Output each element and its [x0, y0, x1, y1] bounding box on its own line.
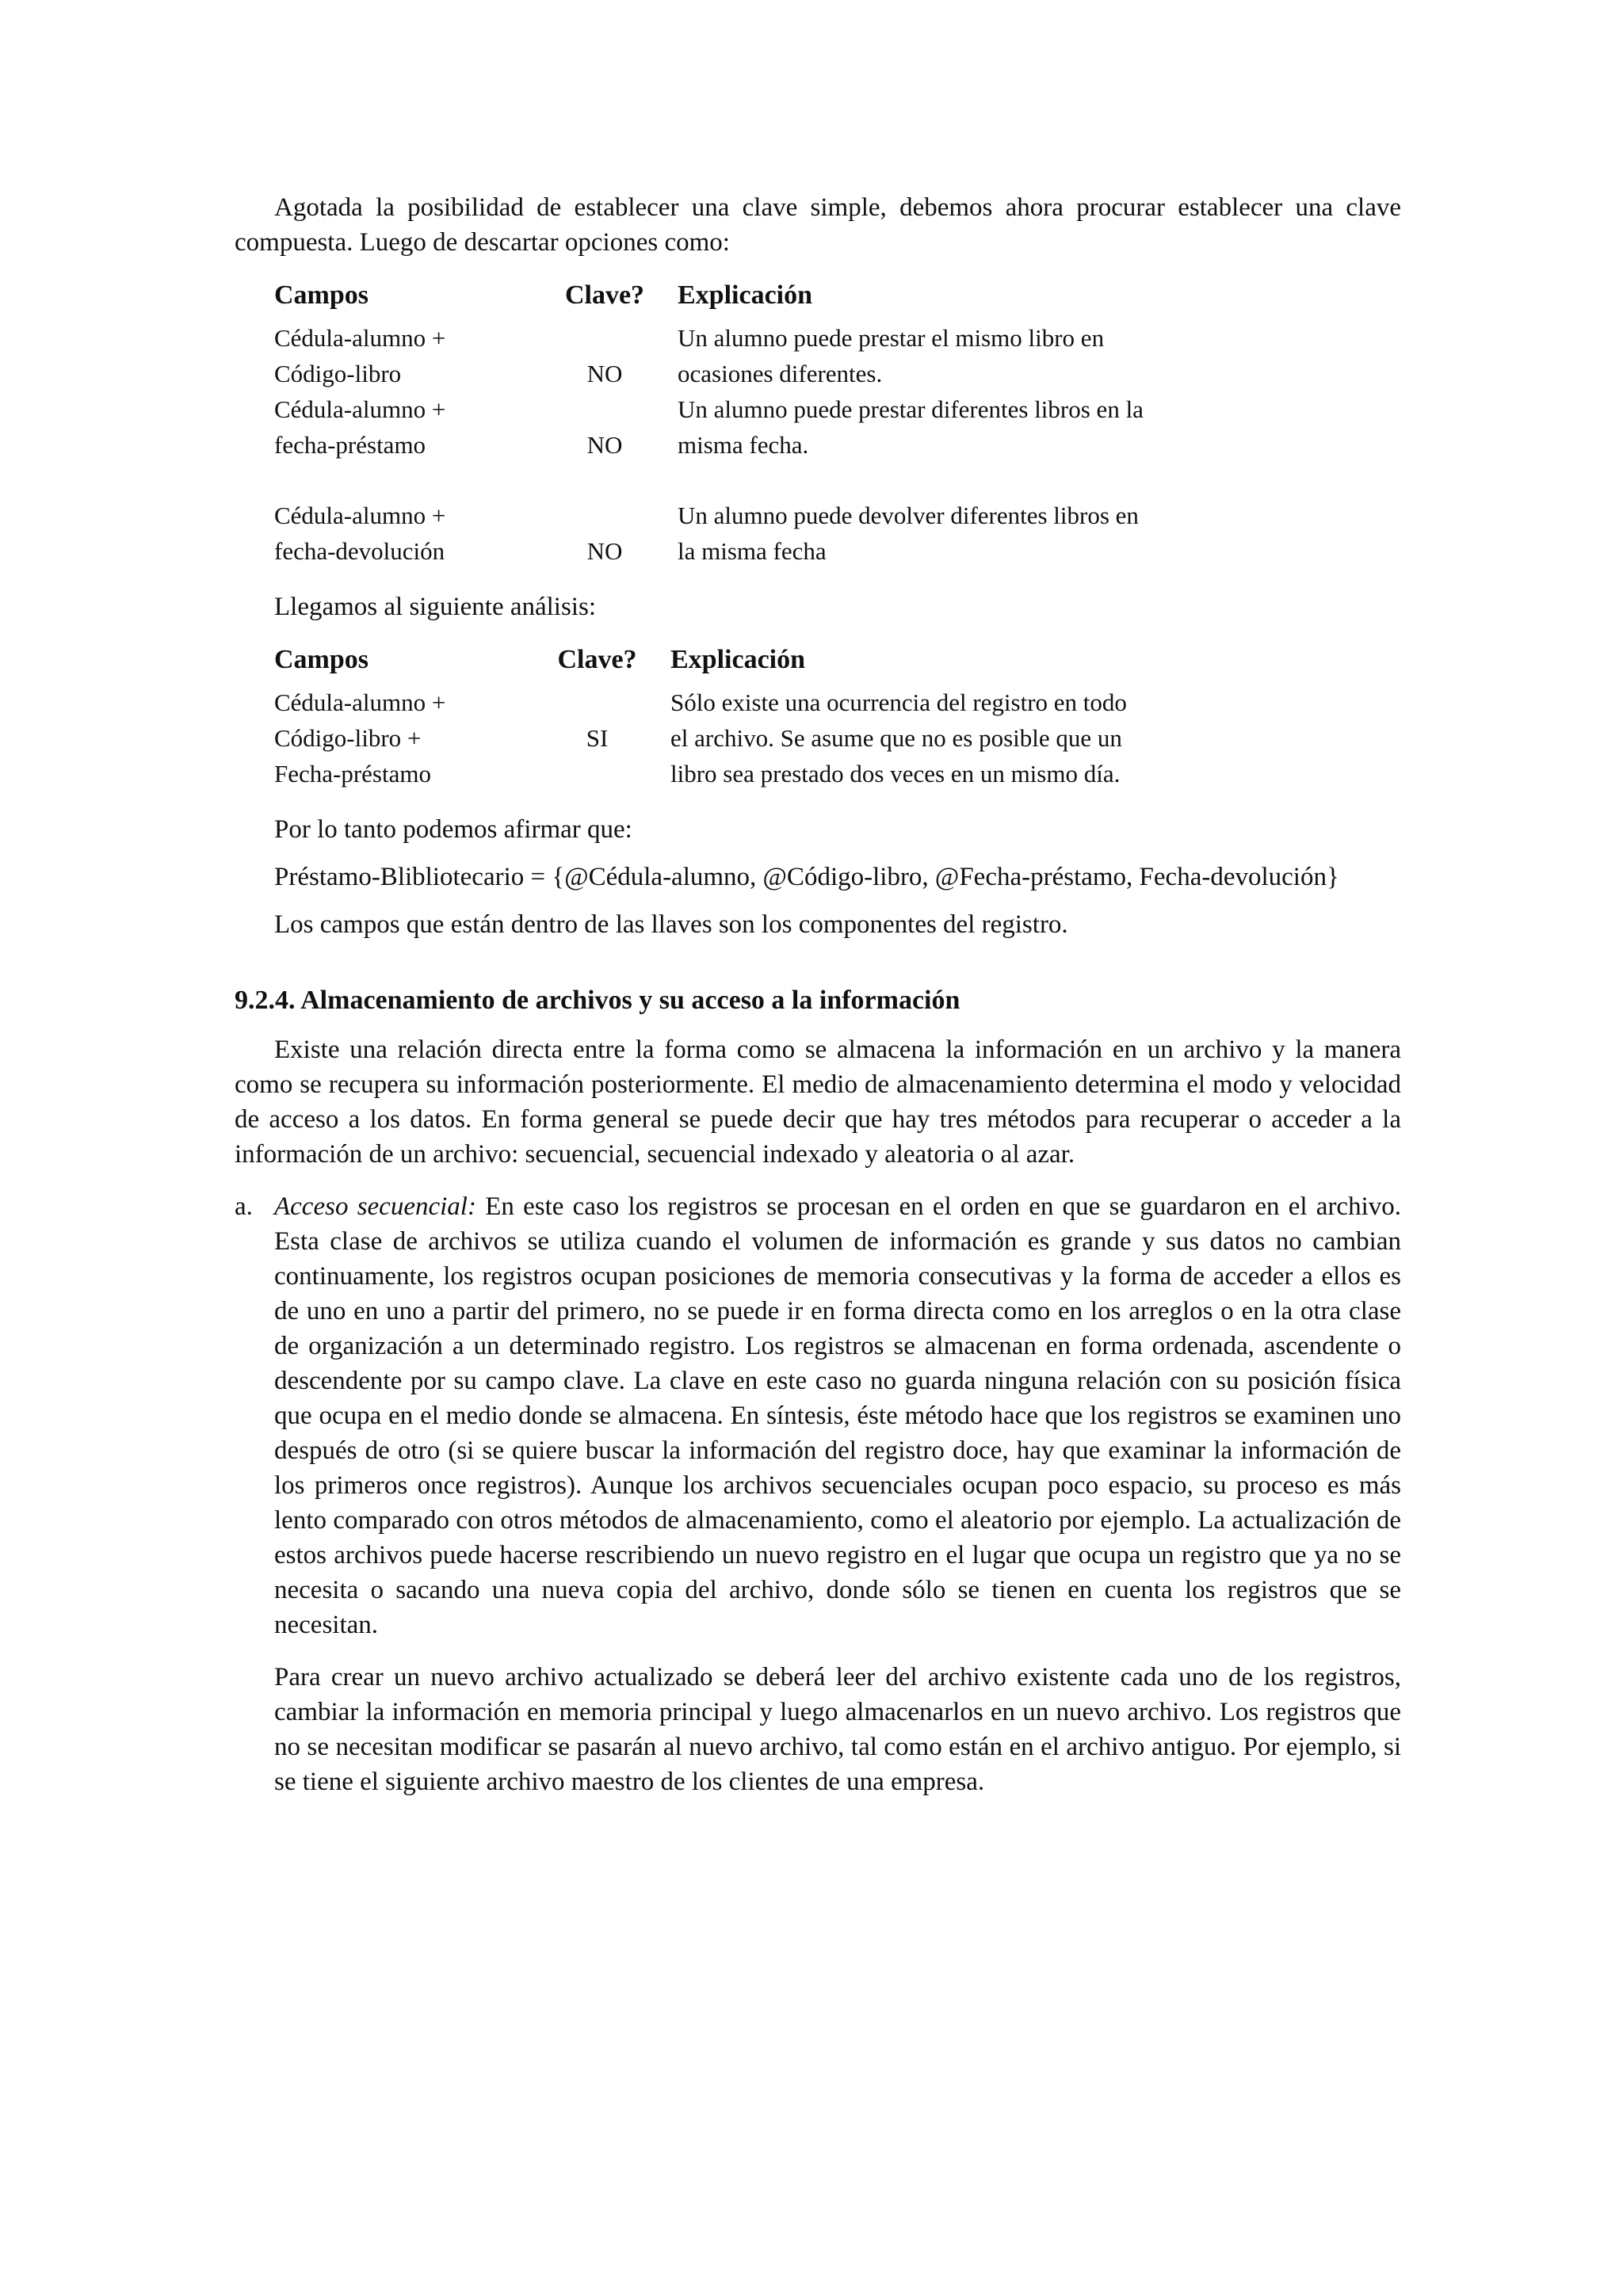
explicacion-cell — [678, 498, 1144, 569]
conclusion-intro: Por lo tanto podemos afirmar que: — [274, 815, 632, 844]
campos-line: Código-libro — [274, 360, 402, 387]
clave-cell: SI — [586, 724, 609, 752]
list-item — [235, 1189, 1401, 1642]
explicacion-cell — [678, 320, 1144, 391]
components-note: Los campos que están dentro de las llaves son los componentes del registro. — [274, 910, 1068, 939]
table-spacer — [274, 463, 1144, 498]
explicacion-line: Un alumno puede devolver diferentes libros en — [678, 502, 1139, 529]
document-page — [235, 190, 1401, 1799]
campos-cell — [274, 320, 532, 391]
clave-cell: NO — [586, 431, 623, 459]
clave-cell: NO — [586, 537, 623, 565]
table-row — [274, 320, 1144, 391]
table-header-row — [274, 276, 1144, 320]
campos-line: fecha-devolución — [274, 537, 445, 565]
campos-line: Código-libro + — [274, 724, 422, 752]
campos-line: Cédula-alumno + — [274, 688, 446, 716]
header-clave: Clave? — [564, 280, 645, 310]
explicacion-line: libro sea prestado dos veces en un mismo día. — [670, 760, 1121, 788]
list-term: Acceso secuencial: — [274, 1192, 476, 1221]
clave-cell: NO — [586, 360, 623, 387]
table-row — [274, 498, 1144, 569]
header-campos: Campos — [274, 645, 369, 674]
table-row — [274, 685, 1127, 791]
explicacion-line: Un alumno puede prestar diferentes libros en la — [678, 395, 1144, 423]
list-text: En este caso los registros se procesan en el orden en que se guardaron en el archivo. Esta clase de archivos se utiliza cuando el volumen de información es grande y sus datos no cambian continuamente, los registros ocupan posiciones de memoria consecutivas y la forma de acceder a ellos es de uno en uno a partir del primero, no se puede ir en forma directa como en los arreglos o en la otra clase de organización a un determinado registro. Los registros se almacenan en forma ordenada, ascendente o descendente por su campo clave. La clave en este caso no guarda ninguna relación con su posición física que ocupa en el medio donde se almacena. En síntesis, éste método hace que los registros se examinen uno después de otro (si se quiere buscar la información del registro doce, hay que examinar la información de los primeros once registros). Aunque los archivos secuenciales ocupan poco espacio, su proceso es más lento comparado con otros métodos de almacenamiento, como el aleatorio por ejemplo. La actualización de estos archivos puede hacerse rescribiendo un nuevo registro en el lugar que ocupa un registro que ya no se necesita o sacando una nueva copia del archivo, donde sólo se tienen en cuenta los registros que se necesitan. — [274, 1192, 1401, 1639]
header-explicacion: Explicación — [670, 645, 806, 674]
final-paragraph: Para crear un nuevo archivo actualizado se deberá leer del archivo existente cada uno de los registros, cambiar la información en memoria principal y luego almacenarlos en un nuevo archivo. Los registros que no se necesitan modificar se pasarán al nuevo archivo, tal como están en el archivo antiguo. Por ejemplo, si se tiene el siguiente archivo maestro de los clientes de una empresa. — [274, 1663, 1401, 1796]
explicacion-cell — [678, 391, 1144, 463]
campos-line: Cédula-alumno + — [274, 324, 446, 352]
section-paragraph: Existe una relación directa entre la forma como se almacena la información en un archivo y la manera como se recupera su información posteriormente. El medio de almacenamiento determina el modo y velocidad de acceso a los datos. En forma general se puede decir que hay tres métodos para recuperar o acceder a la información de un archivo: secuencial, secuencial indexado y aleatoria o al azar. — [235, 1035, 1401, 1169]
analysis-intro: Llegamos al siguiente análisis: — [274, 593, 596, 621]
campos-cell — [274, 685, 524, 791]
intro-paragraph: Agotada la posibilidad de establecer una clave simple, debemos ahora procurar establecer una clave compuesta. Luego de descartar opciones como: — [235, 193, 1401, 257]
composite-key-table — [274, 640, 1127, 791]
access-methods-list — [235, 1189, 1401, 1642]
list-marker: a. — [235, 1192, 253, 1221]
section-heading: 9.2.4. Almacenamiento de archivos y su acceso a la información — [235, 986, 960, 1015]
campos-line: Cédula-alumno + — [274, 502, 446, 529]
header-campos: Campos — [274, 280, 369, 310]
campos-line: fecha-préstamo — [274, 431, 426, 459]
candidate-keys-table — [274, 276, 1144, 569]
explicacion-cell — [670, 685, 1127, 791]
table-header-row — [274, 640, 1127, 685]
campos-line: Cédula-alumno + — [274, 395, 446, 423]
campos-cell — [274, 391, 532, 463]
campos-cell — [274, 498, 532, 569]
explicacion-line: misma fecha. — [678, 431, 809, 459]
explicacion-line: ocasiones diferentes. — [678, 360, 883, 387]
explicacion-line: Sólo existe una ocurrencia del registro en todo — [670, 688, 1127, 716]
explicacion-line: Un alumno puede prestar el mismo libro en — [678, 324, 1105, 352]
explicacion-line: la misma fecha — [678, 537, 827, 565]
explicacion-line: el archivo. Se asume que no es posible que un — [670, 724, 1122, 752]
table-row — [274, 391, 1144, 463]
header-clave: Clave? — [557, 645, 637, 674]
key-formula: Préstamo-Blibliotecario = {@Cédula-alumno, @Código-libro, @Fecha-préstamo, Fecha-devolución} — [274, 863, 1339, 891]
header-explicacion: Explicación — [678, 280, 813, 310]
campos-line: Fecha-préstamo — [274, 760, 431, 788]
